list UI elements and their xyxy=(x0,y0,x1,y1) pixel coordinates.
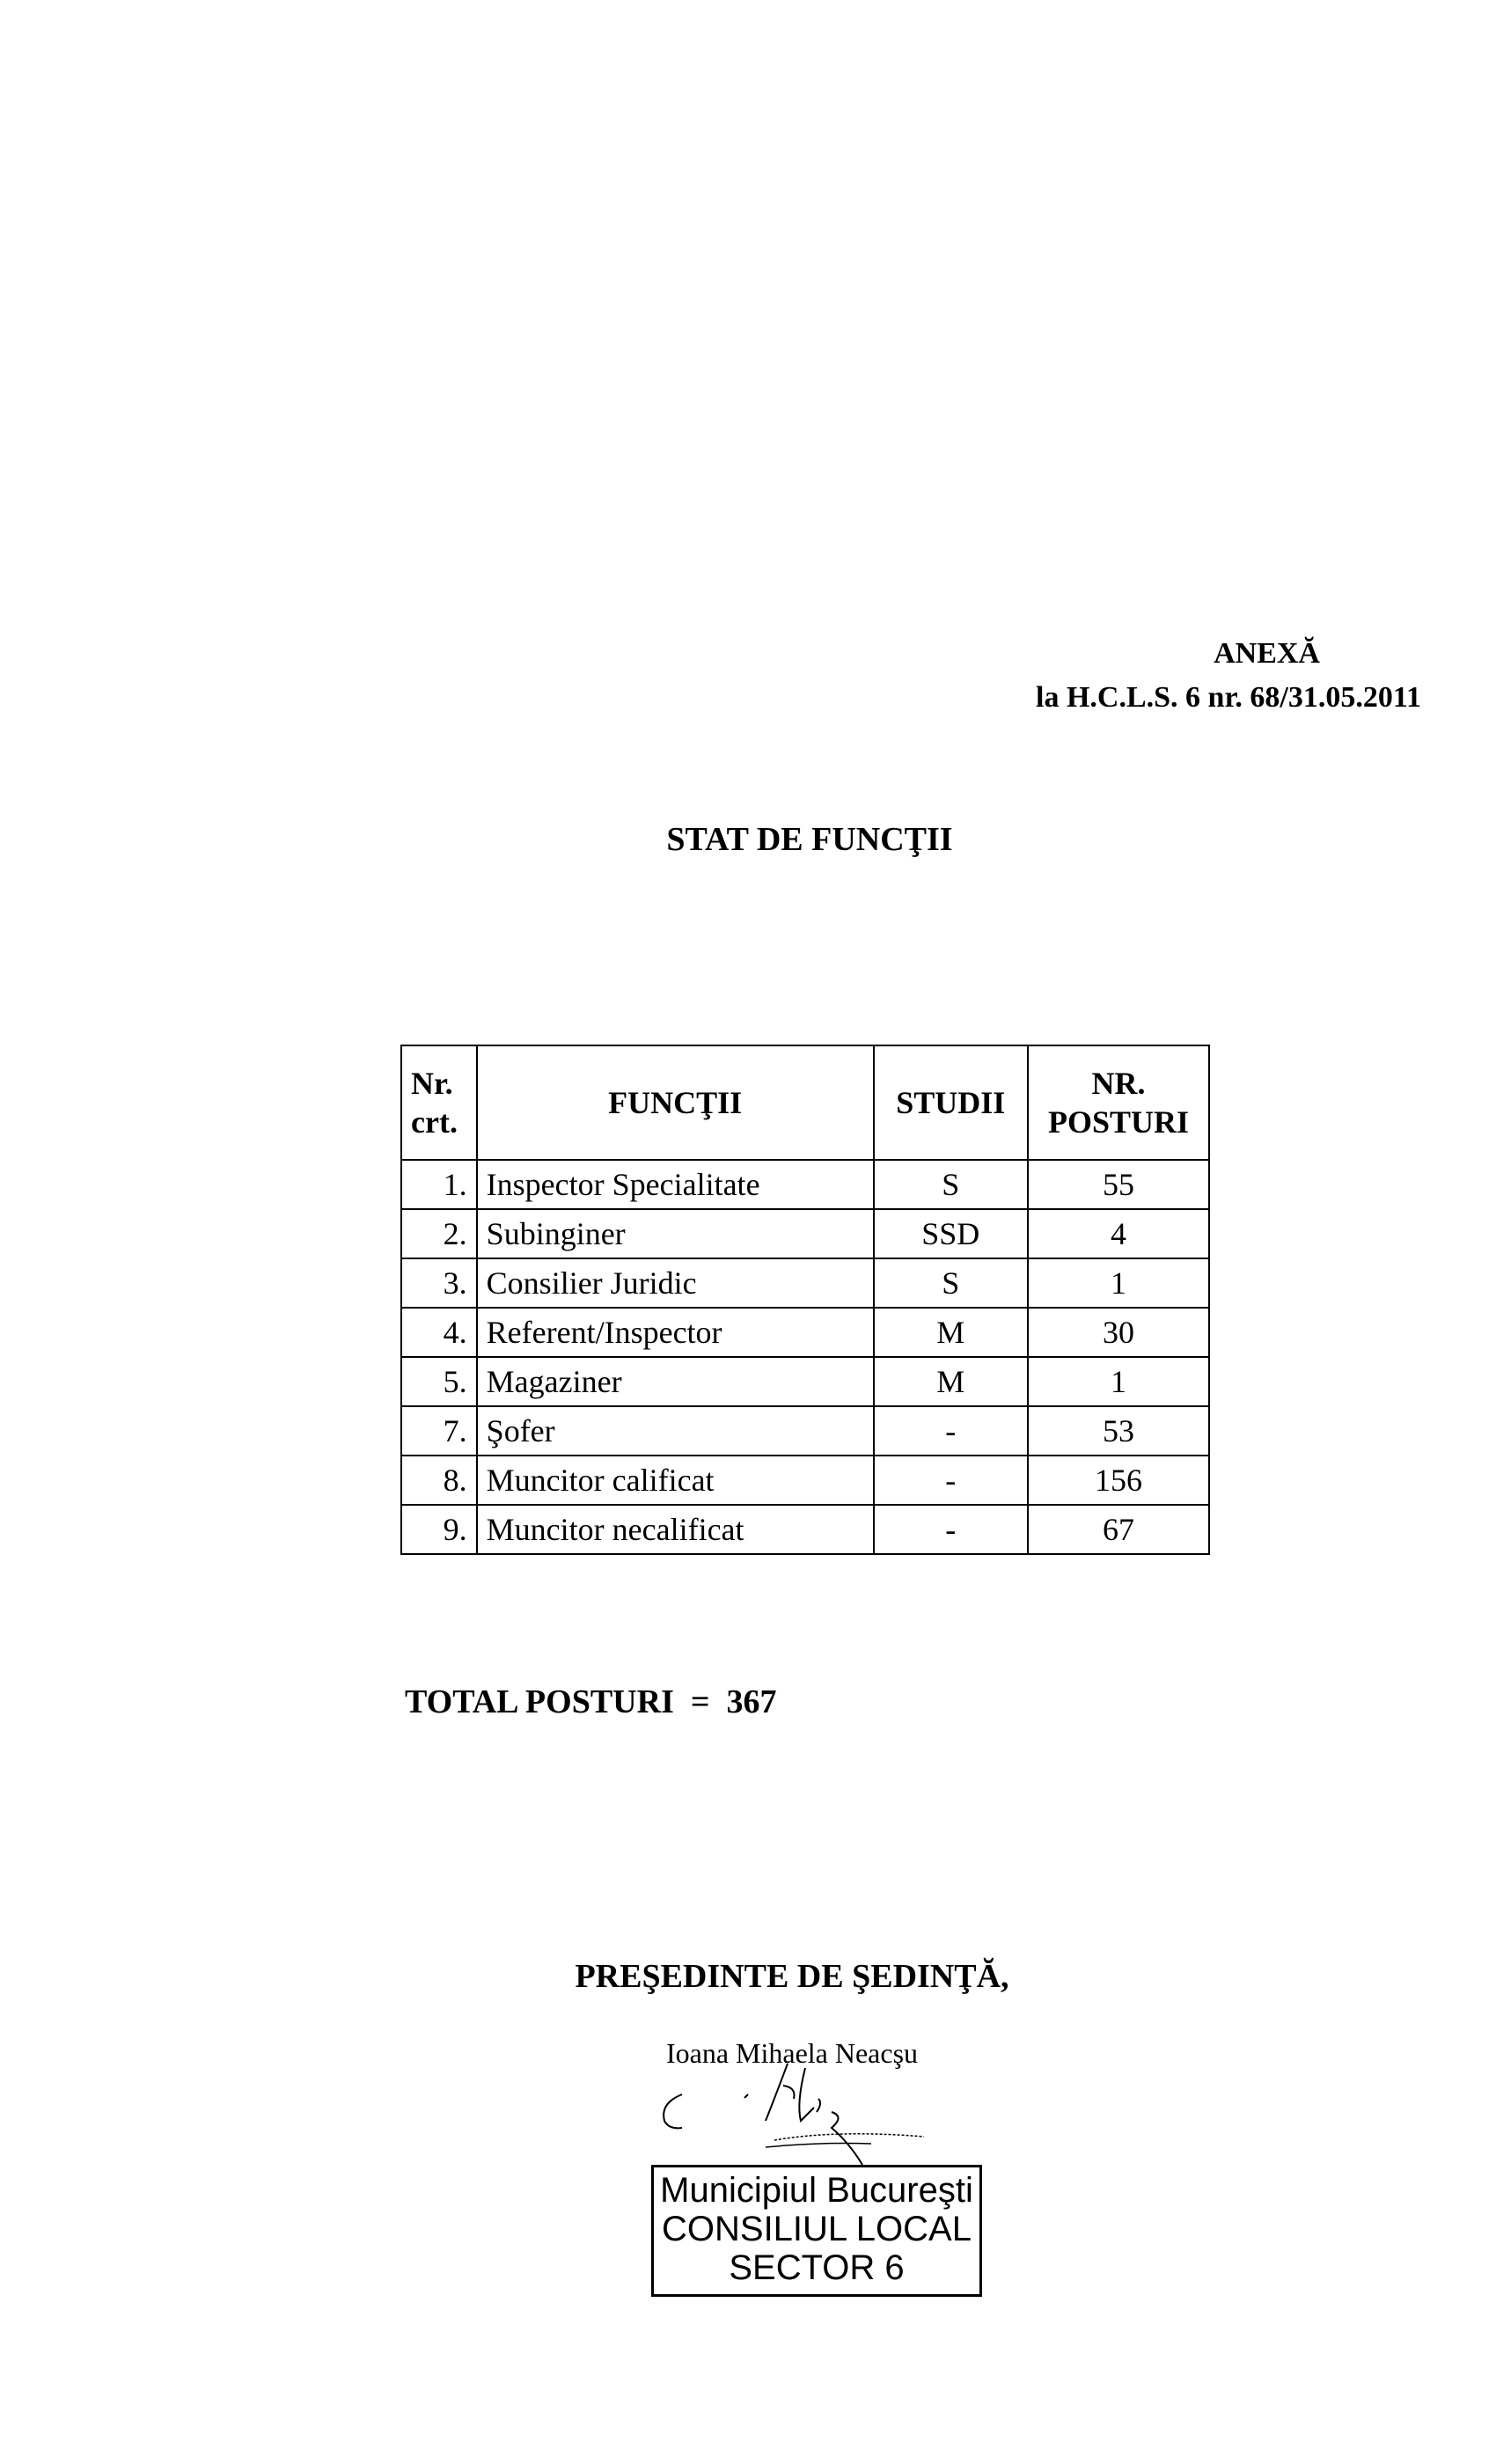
row-functie: Subinginer xyxy=(477,1209,874,1258)
total-label: TOTAL POSTURI xyxy=(405,1683,674,1720)
row-studii: SSD xyxy=(874,1209,1028,1258)
row-functie: Muncitor calificat xyxy=(477,1456,874,1505)
row-functie: Muncitor necalificat xyxy=(477,1505,874,1554)
table-row xyxy=(401,1505,1209,1554)
stamp-line-1: Municipiul Bucureşti xyxy=(660,2171,973,2210)
row-studii: S xyxy=(874,1258,1028,1308)
row-nr: 5. xyxy=(401,1357,477,1406)
row-functie: Şofer xyxy=(477,1406,874,1456)
row-functie: Consilier Juridic xyxy=(477,1258,874,1308)
stamp-line-3: SECTOR 6 xyxy=(729,2248,905,2287)
header-functii: FUNCŢII xyxy=(477,1045,874,1160)
row-nr: 4. xyxy=(401,1308,477,1357)
row-nr: 9. xyxy=(401,1505,477,1554)
row-posturi: 53 xyxy=(1028,1406,1209,1456)
row-posturi: 4 xyxy=(1028,1209,1209,1258)
table-header-row xyxy=(401,1045,1209,1160)
president-name: Ioana Mihaela Neacşu xyxy=(665,2037,919,2069)
row-studii: S xyxy=(874,1160,1028,1209)
row-posturi: 67 xyxy=(1028,1505,1209,1554)
row-posturi: 1 xyxy=(1028,1357,1209,1406)
row-studii: - xyxy=(874,1406,1028,1456)
row-posturi: 156 xyxy=(1028,1456,1209,1505)
handwritten-signature xyxy=(642,2059,959,2165)
header-nr-crt: Nr. crt. xyxy=(401,1045,477,1160)
document-title: STAT DE FUNCŢII xyxy=(666,821,953,858)
row-posturi: 55 xyxy=(1028,1160,1209,1209)
table-row xyxy=(401,1209,1209,1258)
stamp-line-2: CONSILIUL LOCAL xyxy=(662,2210,972,2248)
row-nr: 3. xyxy=(401,1258,477,1308)
president-title: PREŞEDINTE DE ŞEDINŢĂ, xyxy=(575,1958,1009,1995)
total-posturi xyxy=(405,1683,777,1721)
functions-table xyxy=(400,1045,1210,1555)
table-row xyxy=(401,1456,1209,1505)
header-nr-posturi: NR. POSTURI xyxy=(1028,1045,1209,1160)
annex-title: ANEXĂ xyxy=(1214,637,1320,670)
total-value: 367 xyxy=(726,1683,777,1720)
table-row xyxy=(401,1258,1209,1308)
row-functie: Inspector Specialitate xyxy=(477,1160,874,1209)
table-row xyxy=(401,1357,1209,1406)
row-functie: Referent/Inspector xyxy=(477,1308,874,1357)
row-posturi: 1 xyxy=(1028,1258,1209,1308)
row-studii: - xyxy=(874,1456,1028,1505)
official-stamp xyxy=(651,2165,982,2297)
annex-reference: la H.C.L.S. 6 nr. 68/31.05.2011 xyxy=(1036,681,1421,714)
annex-header xyxy=(1036,632,1421,720)
total-equals: = xyxy=(690,1683,710,1720)
row-nr: 7. xyxy=(401,1406,477,1456)
table-row xyxy=(401,1308,1209,1357)
row-functie: Magaziner xyxy=(477,1357,874,1406)
row-nr: 1. xyxy=(401,1160,477,1209)
row-studii: M xyxy=(874,1357,1028,1406)
row-nr: 8. xyxy=(401,1456,477,1505)
table-row xyxy=(401,1160,1209,1209)
row-studii: M xyxy=(874,1308,1028,1357)
header-studii: STUDII xyxy=(874,1045,1028,1160)
row-studii: - xyxy=(874,1505,1028,1554)
row-nr: 2. xyxy=(401,1209,477,1258)
table-row xyxy=(401,1406,1209,1456)
row-posturi: 30 xyxy=(1028,1308,1209,1357)
